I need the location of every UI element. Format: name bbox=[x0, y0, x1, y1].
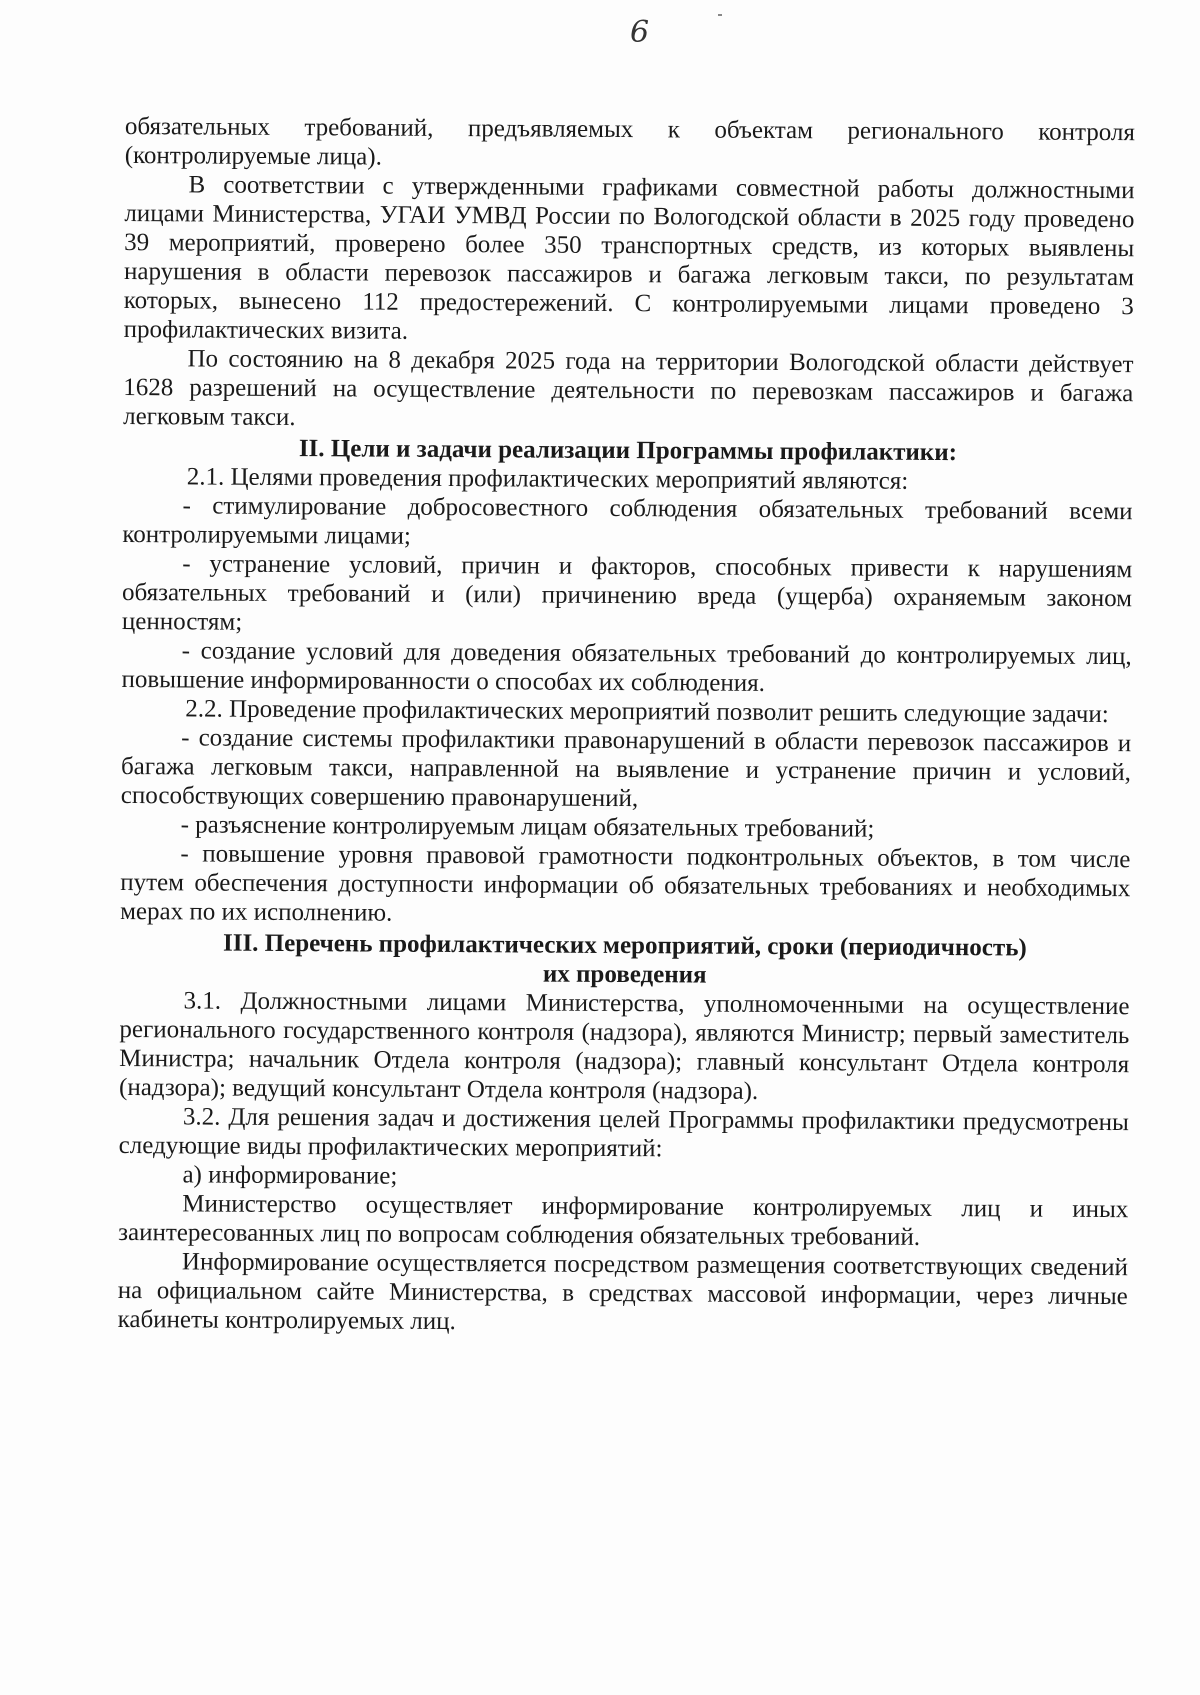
task-item: - создание системы профилактики правонарушений в области перевозок пассажиров и багажа легковым такси, направленной на выявление и устранение причин и условий, способствующих совершению правонарушений, bbox=[120, 724, 1132, 813]
clause-3-1: 3.1. Должностными лицами Министерства, уполномоченными на осуществление регионального государственного контроля (надзора), являются Министр; первый заместитель Министра; начальник Отдела контроля (надзора); главный консультант Отдела контроля (надзора); ведущий консультант Отдела контроля (надзора). bbox=[118, 987, 1130, 1105]
item-a-informing: а) информирование; bbox=[182, 1161, 398, 1190]
intro-paragraph-continued: обязательных требований, предъявляемых к объектам регионального контроля (контролируемые лица). bbox=[124, 112, 1135, 171]
section-3-heading bbox=[120, 928, 1130, 992]
goal-item: - создание условий для доведения обязательных требований до контролируемых лиц, повышение информированности о способах их соблюдения. bbox=[121, 637, 1132, 697]
clause-3-2: 3.2. Для решения задач и достижения целей Программы профилактики предусмотрены следующие виды профилактических мероприятий: bbox=[118, 1103, 1129, 1163]
section-3-heading-line1: III. Перечень профилактических мероприятий, сроки (периодичность) bbox=[222, 929, 1027, 962]
document-body bbox=[118, 112, 1135, 1340]
task-item: - разъяснение контролируемым лицам обязательных требований; bbox=[180, 811, 875, 843]
section-2-heading: II. Цели и задачи реализации Программы профилактики: bbox=[298, 435, 958, 467]
task-item: - повышение уровня правовой грамотности подконтрольных объектов, в том числе путем обеспечения доступности информации об обязательных требованиях и необходимых мерах по их исполнению. bbox=[120, 840, 1131, 927]
section-3-heading-line2: их проведения bbox=[542, 960, 707, 989]
page-number: 6 bbox=[630, 15, 650, 50]
intro-paragraph-permits: По состоянию на 8 декабря 2025 года на территории Вологодской области действует 1628 разрешений на осуществление деятельности по перевозкам пассажиров и багажа легковым такси. bbox=[123, 345, 1134, 432]
clause-2-1: 2.1. Целями проведения профилактических мероприятий являются: bbox=[186, 463, 909, 495]
informing-method-paragraph: Информирование осуществляется посредством размещения соответствующих сведений на официальном сайте Министерства, в средствах массовой информации, через личные кабинеты контролируемых лиц. bbox=[117, 1248, 1129, 1336]
informing-paragraph: Министерство осуществляет информирование контролируемых лиц и иных заинтересованных лиц по вопросам соблюдения обязательных требований. bbox=[118, 1190, 1129, 1251]
goal-item: - устранение условий, причин и факторов, способных привести к нарушениям обязательных требований и (или) причинению вреда (ущерба) охраняемым законом ценностям; bbox=[121, 550, 1133, 636]
scan-speck bbox=[718, 14, 722, 16]
intro-paragraph-joint-work: В соответствии с утвержденными графиками совместной работы должностными лицами Министерства, УГАИ УМВД России по Вологодской области в 2025 году проведено 39 мероприятий, проверено более 350 транспортных средств, из которых выявлены нарушения в области перевозок пассажиров и багажа легковым такси, по результатам которых, вынесено 112 предостережений. С контролируемыми лицами проведено 3 профилактических визита. bbox=[123, 171, 1135, 345]
clause-2-2: 2.2. Проведение профилактических мероприятий позволит решить следующие задачи: bbox=[185, 695, 1109, 729]
goal-item: - стимулирование добросовестного соблюдения обязательных требований всеми контролируемыми лицами; bbox=[122, 492, 1133, 550]
